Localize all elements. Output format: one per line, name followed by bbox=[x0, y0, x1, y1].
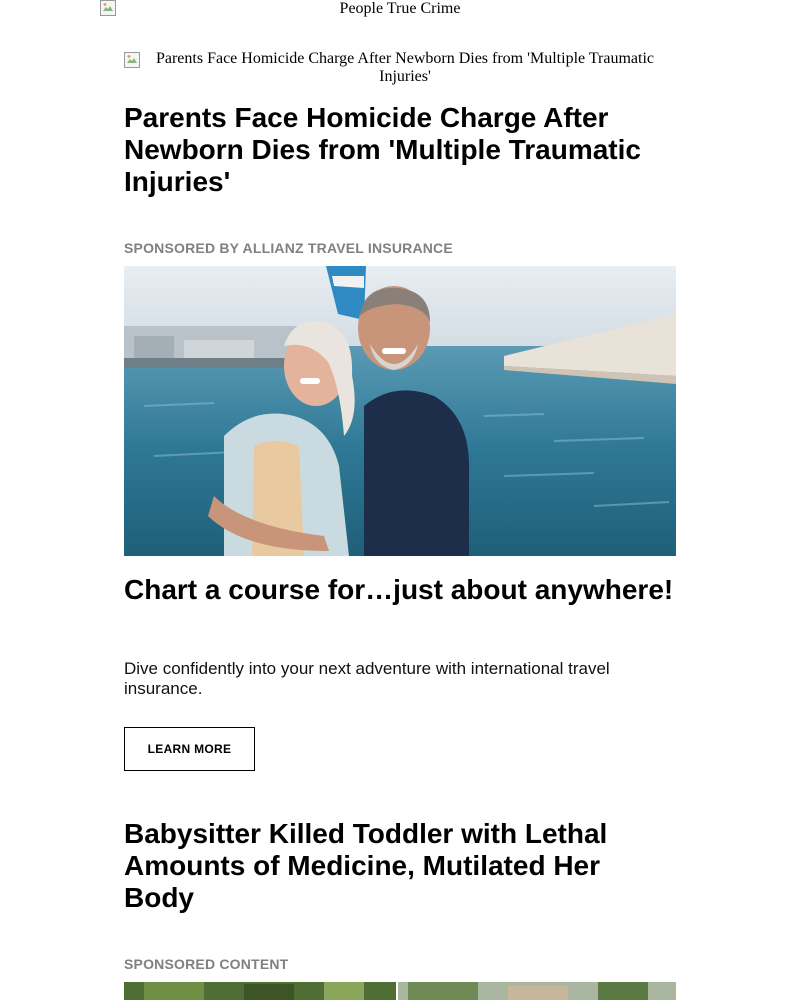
sponsor-label: SPONSORED BY ALLIANZ TRAVEL INSURANCE bbox=[124, 240, 453, 256]
story-2-headline[interactable]: Babysitter Killed Toddler with Lethal Amounts of Medicine, Mutilated Her Body bbox=[124, 818, 608, 913]
ad-headline[interactable]: Chart a course for…just about anywhere! bbox=[124, 574, 674, 605]
learn-more-button[interactable]: LEARN MORE bbox=[124, 727, 255, 771]
broken-image-icon bbox=[100, 0, 116, 16]
broken-image-icon bbox=[124, 52, 140, 68]
ad-photo-couple-sailing[interactable] bbox=[124, 266, 676, 556]
ad-body-text: Dive confidently into your next adventure with international travel insurance. bbox=[124, 659, 610, 698]
sponsored-image-right[interactable] bbox=[398, 982, 676, 1000]
sponsored-content-label: SPONSORED CONTENT bbox=[124, 956, 289, 972]
header-logo-alt-text: People True Crime bbox=[339, 0, 461, 17]
story-1-headline[interactable]: Parents Face Homicide Charge After Newborn Dies from 'Multiple Traumatic Injuries' bbox=[124, 102, 641, 197]
story-1-image[interactable] bbox=[124, 50, 676, 86]
story-1-image-alt-text: Parents Face Homicide Charge After Newborn Dies from 'Multiple Traumatic Injuries' bbox=[155, 50, 655, 85]
sponsored-content-images[interactable] bbox=[124, 982, 676, 1000]
header-logo[interactable] bbox=[100, 0, 700, 20]
sponsored-image-left[interactable] bbox=[124, 982, 396, 1000]
